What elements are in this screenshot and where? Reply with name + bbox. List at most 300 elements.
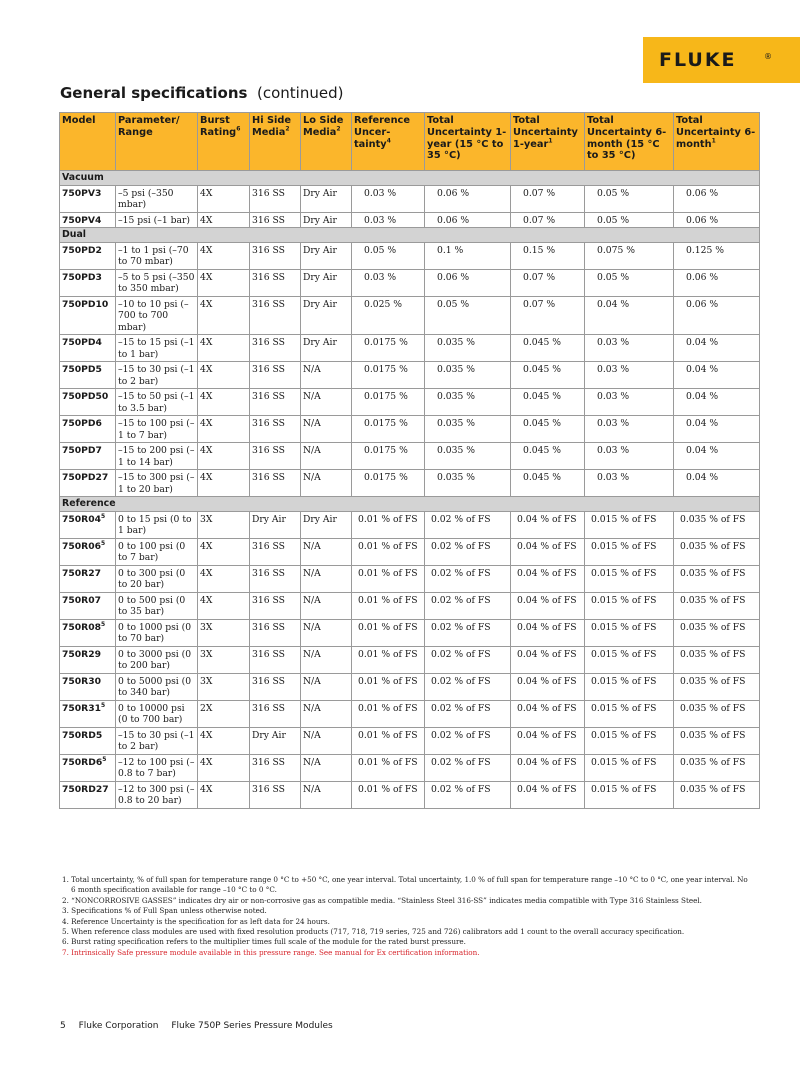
- cell-range: –10 to 10 psi (–700 to 700 mbar): [116, 296, 198, 335]
- cell-value: 0.035 % of FS: [680, 648, 746, 660]
- cell-value: 0.04 % of FS: [517, 648, 577, 660]
- model-name: 750R06: [62, 540, 102, 552]
- cell-burst: 4X: [198, 416, 250, 443]
- cell-ref: [352, 538, 425, 565]
- footnote-ref: 5: [102, 755, 107, 763]
- cell-t6m: [674, 511, 760, 538]
- cell-hi: Dry Air: [250, 727, 301, 754]
- cell-value: 0.01 % of FS: [358, 540, 418, 552]
- cell-lo: N/A: [301, 592, 352, 619]
- model-name: 750R07: [62, 594, 102, 606]
- footnote-ref: 4: [386, 137, 391, 145]
- cell-t6m: [674, 242, 760, 269]
- cell-value: 0.03 %: [597, 337, 630, 348]
- cell-lo: N/A: [301, 619, 352, 646]
- model-cell: [60, 416, 116, 443]
- model-name: 750PD27: [62, 472, 109, 483]
- cell-value: 0.015 % of FS: [591, 783, 657, 795]
- cell-value: 0.03 %: [597, 445, 630, 456]
- cell-t1y: [511, 754, 585, 781]
- cell-value: 0.05 %: [597, 214, 630, 226]
- cell-value: 0.01 % of FS: [358, 729, 418, 741]
- footnote-5: 5. When reference class modules are used with fixed resolution products (717, 718, 719 series, 725 and 726) calibrators add 1 count to the overall accuracy specification.: [62, 927, 685, 937]
- cell-t1y: [511, 212, 585, 228]
- cell-value: 0.06 %: [437, 214, 470, 226]
- model-cell: [60, 242, 116, 269]
- cell-hi: 316 SS: [250, 416, 301, 443]
- column-header-label: Total Uncertainty 6-month (15 °C to 35 °C): [587, 115, 667, 162]
- column-header: [511, 113, 585, 171]
- cell-lo: N/A: [301, 727, 352, 754]
- footnote-ref: 6: [236, 125, 241, 133]
- cell-value: 0.01 % of FS: [358, 756, 418, 768]
- cell-t1y: [511, 592, 585, 619]
- cell-value: 0.03 %: [597, 391, 630, 402]
- table-row: [60, 511, 760, 538]
- cell-t1y15: [425, 443, 511, 470]
- cell-t6m15: [585, 389, 674, 416]
- cell-lo: N/A: [301, 389, 352, 416]
- cell-value: 0.04 % of FS: [517, 756, 577, 768]
- cell-t1y15: [425, 781, 511, 808]
- cell-value: 0.125 %: [686, 244, 724, 256]
- model-name: 750PV4: [62, 214, 102, 226]
- cell-t6m15: [585, 242, 674, 269]
- cell-range: –15 to 100 psi (–1 to 7 bar): [116, 416, 198, 443]
- table-row: [60, 700, 760, 727]
- footnote-1-cont: 6 month specification available for range –10 °C to 0 °C.: [71, 885, 277, 895]
- table-row: [60, 727, 760, 754]
- model-cell: [60, 362, 116, 389]
- cell-burst: 4X: [198, 443, 250, 470]
- group-row: [60, 228, 760, 243]
- cell-range: 0 to 5000 psi (0 to 340 bar): [116, 673, 198, 700]
- cell-t1y15: [425, 646, 511, 673]
- cell-value: 0.015 % of FS: [591, 648, 657, 660]
- cell-value: 0.015 % of FS: [591, 567, 657, 579]
- cell-value: 0.035 % of FS: [680, 702, 746, 714]
- cell-lo: N/A: [301, 781, 352, 808]
- footnotes: [62, 875, 762, 958]
- cell-value: 0.07 %: [523, 187, 556, 199]
- cell-burst: 2X: [198, 700, 250, 727]
- cell-burst: 4X: [198, 335, 250, 362]
- cell-value: 0.02 % of FS: [431, 567, 491, 579]
- cell-lo: N/A: [301, 646, 352, 673]
- cell-t6m: [674, 673, 760, 700]
- model-cell: [60, 565, 116, 592]
- cell-value: 0.035 %: [437, 418, 475, 429]
- cell-t1y: [511, 362, 585, 389]
- cell-t1y15: [425, 538, 511, 565]
- cell-value: 0.01 % of FS: [358, 648, 418, 660]
- cell-range: –15 to 15 psi (–1 to 1 bar): [116, 335, 198, 362]
- cell-lo: N/A: [301, 700, 352, 727]
- cell-value: 0.0175 %: [364, 364, 408, 375]
- cell-t1y: [511, 511, 585, 538]
- model-cell: [60, 269, 116, 296]
- cell-value: 0.02 % of FS: [431, 702, 491, 714]
- cell-lo: Dry Air: [301, 185, 352, 212]
- column-header: [250, 113, 301, 171]
- fluke-logo: [643, 37, 800, 83]
- cell-value: 0.025 %: [364, 298, 402, 310]
- footer-company: Fluke Corporation: [78, 1021, 159, 1031]
- cell-value: 0.015 % of FS: [591, 756, 657, 768]
- cell-burst: 3X: [198, 646, 250, 673]
- cell-t1y15: [425, 727, 511, 754]
- cell-value: 0.05 %: [597, 187, 630, 199]
- cell-t6m: [674, 362, 760, 389]
- cell-range: –15 to 300 psi (–1 to 20 bar): [116, 470, 198, 497]
- cell-t6m15: [585, 212, 674, 228]
- cell-hi: 316 SS: [250, 362, 301, 389]
- cell-lo: N/A: [301, 754, 352, 781]
- page-footer: [60, 1021, 343, 1031]
- table-row: [60, 296, 760, 335]
- cell-t1y15: [425, 673, 511, 700]
- cell-value: 0.07 %: [523, 271, 556, 283]
- cell-t1y15: [425, 511, 511, 538]
- cell-t1y: [511, 443, 585, 470]
- cell-hi: Dry Air: [250, 511, 301, 538]
- cell-ref: [352, 242, 425, 269]
- footnote-ref: 5: [101, 620, 106, 628]
- cell-value: 0.05 %: [364, 244, 397, 256]
- cell-burst: 4X: [198, 212, 250, 228]
- cell-hi: 316 SS: [250, 443, 301, 470]
- cell-value: 0.04 % of FS: [517, 540, 577, 552]
- cell-burst: 4X: [198, 781, 250, 808]
- cell-t6m15: [585, 646, 674, 673]
- model-cell: [60, 619, 116, 646]
- model-cell: [60, 754, 116, 781]
- cell-value: 0.0175 %: [364, 337, 408, 348]
- cell-t6m: [674, 538, 760, 565]
- footnote-1: 1. Total uncertainty, % of full span for temperature range 0 °C to +50 °C, one year interval. Total uncertainty, 1.0 % of full span for temperature range –10 °C to 0 °C, one year interval. No: [62, 875, 748, 884]
- column-header: [198, 113, 250, 171]
- cell-lo: N/A: [301, 443, 352, 470]
- cell-lo: N/A: [301, 538, 352, 565]
- group-label: Reference: [60, 497, 760, 512]
- model-cell: [60, 646, 116, 673]
- cell-range: 0 to 1000 psi (0 to 70 bar): [116, 619, 198, 646]
- footnote-2: 2. “NONCORROSIVE GASSES” indicates dry air or non-corrosive gas as compatible media. “Stainless Steel 316-SS” indicates media compatible with Type 316 Stainless Steel.: [62, 895, 702, 905]
- cell-hi: 316 SS: [250, 538, 301, 565]
- cell-t6m15: [585, 700, 674, 727]
- cell-ref: [352, 619, 425, 646]
- cell-lo: Dry Air: [301, 335, 352, 362]
- cell-burst: 4X: [198, 538, 250, 565]
- cell-t6m15: [585, 538, 674, 565]
- cell-range: 0 to 100 psi (0 to 7 bar): [116, 538, 198, 565]
- cell-range: –15 psi (–1 bar): [116, 212, 198, 228]
- model-cell: [60, 700, 116, 727]
- table-row: [60, 470, 760, 497]
- cell-range: –15 to 50 psi (–1 to 3.5 bar): [116, 389, 198, 416]
- cell-t6m: [674, 565, 760, 592]
- cell-hi: 316 SS: [250, 296, 301, 335]
- cell-lo: Dry Air: [301, 511, 352, 538]
- cell-value: 0.015 % of FS: [591, 729, 657, 741]
- cell-value: 0.06 %: [686, 187, 719, 199]
- cell-value: 0.04 %: [686, 445, 719, 456]
- cell-burst: 4X: [198, 185, 250, 212]
- model-cell: [60, 470, 116, 497]
- cell-t6m: [674, 754, 760, 781]
- cell-ref: [352, 269, 425, 296]
- cell-t1y15: [425, 619, 511, 646]
- table-row: [60, 781, 760, 808]
- cell-t6m: [674, 470, 760, 497]
- cell-value: 0.035 %: [437, 472, 475, 483]
- group-label: Dual: [60, 228, 760, 243]
- cell-t6m: [674, 185, 760, 212]
- cell-lo: N/A: [301, 362, 352, 389]
- cell-t6m: [674, 389, 760, 416]
- cell-hi: 316 SS: [250, 619, 301, 646]
- cell-t6m: [674, 727, 760, 754]
- cell-hi: 316 SS: [250, 389, 301, 416]
- cell-t6m: [674, 443, 760, 470]
- model-cell: [60, 389, 116, 416]
- column-header: [60, 113, 116, 171]
- cell-value: 0.035 % of FS: [680, 729, 746, 741]
- cell-t1y: [511, 565, 585, 592]
- cell-hi: 316 SS: [250, 592, 301, 619]
- cell-ref: [352, 781, 425, 808]
- cell-t6m15: [585, 619, 674, 646]
- model-name: 750R27: [62, 567, 102, 579]
- cell-t6m15: [585, 269, 674, 296]
- cell-hi: 316 SS: [250, 470, 301, 497]
- cell-burst: 4X: [198, 269, 250, 296]
- cell-lo: N/A: [301, 416, 352, 443]
- cell-value: 0.02 % of FS: [431, 594, 491, 606]
- model-cell: [60, 538, 116, 565]
- model-name: 750R08: [62, 621, 102, 633]
- cell-value: 0.04 %: [686, 391, 719, 402]
- column-header-label: Model: [62, 115, 96, 126]
- cell-t1y15: [425, 335, 511, 362]
- cell-value: 0.035 % of FS: [680, 540, 746, 552]
- cell-lo: N/A: [301, 470, 352, 497]
- cell-t6m15: [585, 416, 674, 443]
- cell-value: 0.035 % of FS: [680, 621, 746, 633]
- model-cell: [60, 335, 116, 362]
- cell-t6m: [674, 212, 760, 228]
- cell-value: 0.04 %: [686, 418, 719, 429]
- cell-value: 0.02 % of FS: [431, 621, 491, 633]
- cell-value: 0.02 % of FS: [431, 783, 491, 795]
- cell-t1y: [511, 335, 585, 362]
- cell-ref: [352, 185, 425, 212]
- column-header-label: Lo Side Media: [303, 115, 344, 138]
- cell-t1y: [511, 538, 585, 565]
- cell-value: 0.07 %: [523, 298, 556, 310]
- cell-range: –1 to 1 psi (–70 to 70 mbar): [116, 242, 198, 269]
- cell-value: 0.01 % of FS: [358, 702, 418, 714]
- column-header: [425, 113, 511, 171]
- cell-ref: [352, 296, 425, 335]
- cell-value: 0.04 % of FS: [517, 621, 577, 633]
- cell-t6m: [674, 592, 760, 619]
- cell-value: 0.04 %: [686, 364, 719, 375]
- cell-value: 0.04 %: [686, 337, 719, 348]
- cell-t1y15: [425, 389, 511, 416]
- footnote-ref: 2: [336, 125, 341, 133]
- cell-value: 0.04 % of FS: [517, 513, 577, 525]
- model-name: 750RD5: [62, 729, 103, 741]
- column-header-label: Total Uncertainty 6-month: [676, 115, 756, 150]
- cell-t6m15: [585, 727, 674, 754]
- cell-t6m15: [585, 362, 674, 389]
- cell-t6m15: [585, 511, 674, 538]
- cell-t6m15: [585, 470, 674, 497]
- footnote-6: 6. Burst rating specification refers to the multiplier times full scale of the module for the rated burst pressure.: [62, 937, 466, 947]
- footnote-ref: 2: [285, 125, 290, 133]
- cell-t6m: [674, 646, 760, 673]
- cell-burst: 4X: [198, 296, 250, 335]
- model-name: 750R29: [62, 648, 102, 660]
- cell-range: –5 psi (–350 mbar): [116, 185, 198, 212]
- cell-value: 0.04 % of FS: [517, 594, 577, 606]
- cell-value: 0.06 %: [686, 271, 719, 283]
- cell-t1y: [511, 269, 585, 296]
- footnote-3: 3. Specifications % of Full Span unless otherwise noted.: [62, 906, 267, 916]
- column-header: [585, 113, 674, 171]
- footnote-4: 4. Reference Uncertainty is the specification for as left data for 24 hours.: [62, 916, 330, 926]
- cell-value: 0.01 % of FS: [358, 675, 418, 687]
- model-cell: [60, 443, 116, 470]
- cell-value: 0.0175 %: [364, 391, 408, 402]
- cell-value: 0.1 %: [437, 244, 464, 256]
- cell-value: 0.015 % of FS: [591, 702, 657, 714]
- cell-value: 0.15 %: [523, 244, 556, 256]
- cell-value: 0.05 %: [437, 298, 470, 310]
- table-row: [60, 242, 760, 269]
- column-header-label: Burst Rating: [200, 115, 237, 138]
- cell-value: 0.04 % of FS: [517, 567, 577, 579]
- table-row: [60, 538, 760, 565]
- cell-t1y: [511, 673, 585, 700]
- cell-ref: [352, 416, 425, 443]
- footnote-ref: 5: [101, 512, 106, 520]
- table-row: [60, 389, 760, 416]
- cell-burst: 3X: [198, 619, 250, 646]
- cell-t1y: [511, 781, 585, 808]
- cell-ref: [352, 389, 425, 416]
- column-header-label: Parameter/ Range: [118, 115, 180, 138]
- cell-ref: [352, 700, 425, 727]
- cell-value: 0.02 % of FS: [431, 675, 491, 687]
- cell-value: 0.035 % of FS: [680, 594, 746, 606]
- cell-t6m15: [585, 754, 674, 781]
- model-cell: [60, 592, 116, 619]
- cell-t1y: [511, 389, 585, 416]
- model-cell: [60, 212, 116, 228]
- model-name: 750PD10: [62, 298, 109, 310]
- cell-ref: [352, 646, 425, 673]
- cell-t1y: [511, 296, 585, 335]
- cell-t6m: [674, 619, 760, 646]
- model-name: 750RD27: [62, 783, 109, 795]
- cell-value: 0.05 %: [597, 271, 630, 283]
- cell-value: 0.015 % of FS: [591, 621, 657, 633]
- cell-t1y: [511, 470, 585, 497]
- cell-value: 0.075 %: [597, 244, 635, 256]
- cell-burst: 4X: [198, 727, 250, 754]
- cell-value: 0.04 %: [597, 298, 630, 310]
- cell-range: –12 to 300 psi (–0.8 to 20 bar): [116, 781, 198, 808]
- table-row: [60, 212, 760, 228]
- table-row: [60, 416, 760, 443]
- cell-lo: Dry Air: [301, 269, 352, 296]
- cell-ref: [352, 470, 425, 497]
- cell-ref: [352, 673, 425, 700]
- cell-lo: Dry Air: [301, 296, 352, 335]
- cell-lo: Dry Air: [301, 242, 352, 269]
- cell-value: 0.07 %: [523, 214, 556, 226]
- table-row: [60, 619, 760, 646]
- cell-t1y: [511, 700, 585, 727]
- table-header-row: [60, 113, 760, 171]
- cell-t6m: [674, 781, 760, 808]
- table-row: [60, 673, 760, 700]
- cell-hi: 316 SS: [250, 335, 301, 362]
- cell-lo: N/A: [301, 565, 352, 592]
- cell-value: 0.04 % of FS: [517, 675, 577, 687]
- table-row: [60, 362, 760, 389]
- cell-t1y: [511, 242, 585, 269]
- model-cell: [60, 296, 116, 335]
- cell-value: 0.0175 %: [364, 472, 408, 483]
- table-row: [60, 269, 760, 296]
- cell-value: 0.045 %: [523, 418, 561, 429]
- page-title: [60, 84, 343, 102]
- cell-ref: [352, 335, 425, 362]
- cell-value: 0.01 % of FS: [358, 783, 418, 795]
- cell-ref: [352, 754, 425, 781]
- cell-hi: 316 SS: [250, 269, 301, 296]
- model-cell: [60, 727, 116, 754]
- cell-value: 0.02 % of FS: [431, 756, 491, 768]
- cell-range: –15 to 30 psi (–1 to 2 bar): [116, 727, 198, 754]
- cell-t1y15: [425, 362, 511, 389]
- cell-ref: [352, 443, 425, 470]
- cell-ref: [352, 592, 425, 619]
- cell-hi: 316 SS: [250, 646, 301, 673]
- cell-t1y15: [425, 212, 511, 228]
- cell-value: 0.06 %: [437, 187, 470, 199]
- model-name: 750R04: [62, 513, 102, 525]
- cell-t1y15: [425, 700, 511, 727]
- column-header-label: Reference Uncer-tainty: [354, 115, 410, 150]
- cell-burst: 4X: [198, 592, 250, 619]
- cell-ref: [352, 511, 425, 538]
- cell-range: 0 to 300 psi (0 to 20 bar): [116, 565, 198, 592]
- group-row: [60, 171, 760, 186]
- cell-t1y15: [425, 185, 511, 212]
- cell-range: –12 to 100 psi (–0.8 to 7 bar): [116, 754, 198, 781]
- cell-t6m: [674, 700, 760, 727]
- cell-value: 0.03 %: [597, 364, 630, 375]
- cell-t1y: [511, 727, 585, 754]
- column-header: [301, 113, 352, 171]
- cell-value: 0.035 % of FS: [680, 783, 746, 795]
- cell-value: 0.035 %: [437, 364, 475, 375]
- table-row: [60, 592, 760, 619]
